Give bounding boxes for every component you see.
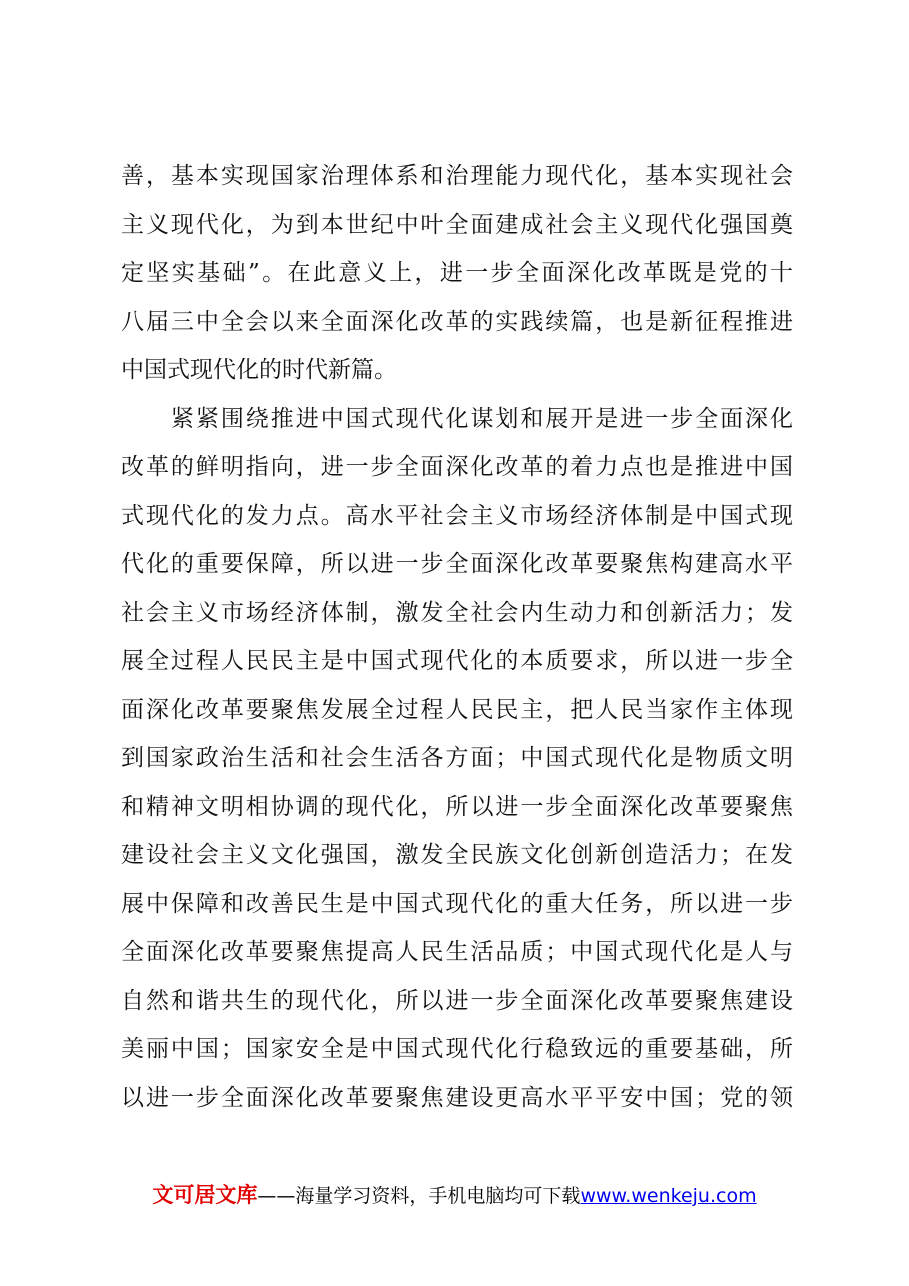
footer-dash: —— xyxy=(257,1185,296,1207)
text-line: 和精神文明相协调的现代化，所以进一步全面深化改革要聚焦 xyxy=(121,793,793,820)
text-line: 定坚实基础”。在此意义上，进一步全面深化改革既是党的十 xyxy=(121,260,793,286)
text-line: 社会主义市场经济体制，激发全社会内生动力和创新活力；发 xyxy=(121,599,793,626)
document-body xyxy=(121,152,793,1122)
footer-website-link[interactable]: www.wenkeju.com xyxy=(580,1185,757,1207)
text-line: 善，基本实现国家治理体系和治理能力现代化，基本实现社会 xyxy=(121,163,793,189)
text-line: 代化的重要保障，所以进一步全面深化改革要聚焦构建高水平 xyxy=(121,551,793,577)
page-footer xyxy=(0,1180,909,1211)
text-line: 面深化改革要聚焦发展全过程人民民主，把人民当家作主体现 xyxy=(121,696,793,723)
text-line: 美丽中国；国家安全是中国式现代化行稳致远的重要基础，所 xyxy=(121,1036,793,1062)
footer-brand: 文可居文库 xyxy=(152,1183,258,1207)
text-line: 展中保障和改善民生是中国式现代化的重大任务，所以进一步 xyxy=(121,890,793,917)
text-line: 改革的鲜明指向，进一步全面深化改革的着力点也是推进中国 xyxy=(121,454,793,480)
text-line: 紧紧围绕推进中国式现代化谋划和展开是进一步全面深化 xyxy=(121,405,793,432)
text-line: 式现代化的发力点。高水平社会主义市场经济体制是中国式现 xyxy=(121,502,793,529)
text-line: 中国式现代化的时代新篇。 xyxy=(121,357,397,383)
text-line: 到国家政治生活和社会生活各方面；中国式现代化是物质文明 xyxy=(121,745,793,771)
footer-slogan: 海量学习资料，手机电脑均可下载 xyxy=(295,1185,581,1207)
text-line: 全面深化改革要聚焦提高人民生活品质；中国式现代化是人与 xyxy=(121,939,793,965)
text-line: 自然和谐共生的现代化，所以进一步全面深化改革要聚焦建设 xyxy=(121,987,793,1014)
text-line: 以进一步全面深化改革要聚焦建设更高水平平安中国；党的领 xyxy=(121,1084,793,1111)
text-line: 建设社会主义文化强国，激发全民族文化创新创造活力；在发 xyxy=(121,842,793,868)
text-line: 八届三中全会以来全面深化改革的实践续篇，也是新征程推进 xyxy=(121,308,793,335)
text-line: 展全过程人民民主是中国式现代化的本质要求，所以进一步全 xyxy=(121,648,793,674)
text-line: 主义现代化，为到本世纪中叶全面建成社会主义现代化强国奠 xyxy=(121,211,793,238)
